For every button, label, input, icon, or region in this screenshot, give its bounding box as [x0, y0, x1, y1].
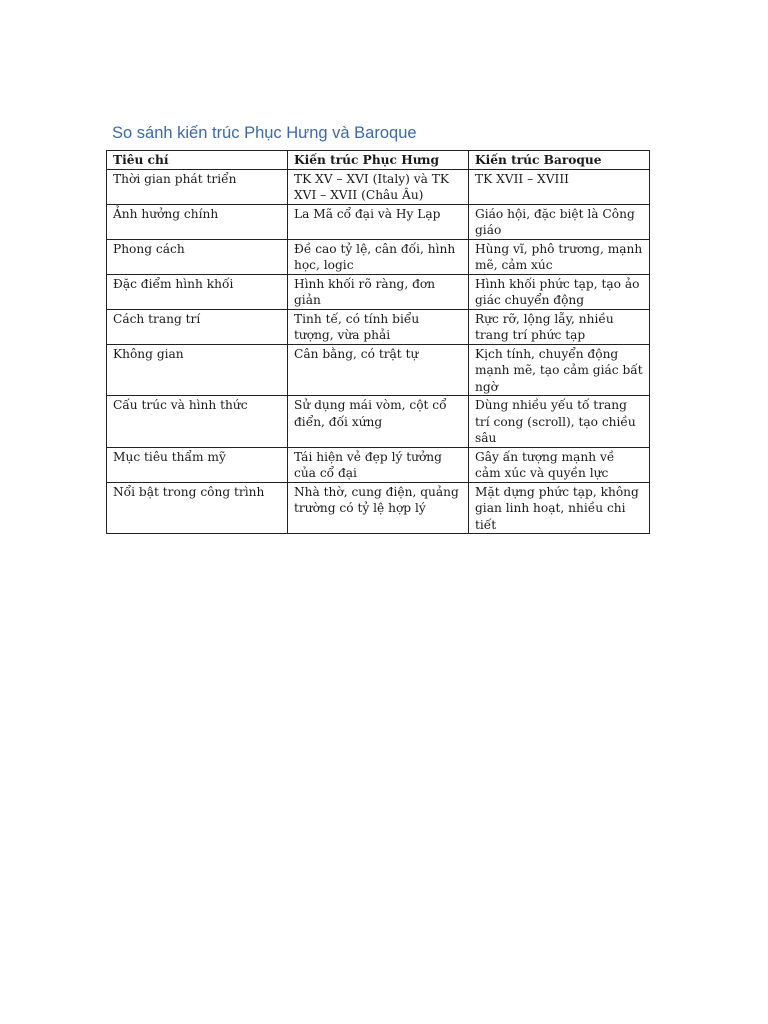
- cell-baroque: Giáo hội, đặc biệt là Công giáo: [469, 204, 650, 239]
- cell-criteria: Không gian: [107, 344, 288, 396]
- cell-renaissance: La Mã cổ đại và Hy Lạp: [288, 204, 469, 239]
- table-header-row: [107, 151, 650, 170]
- table-row: [107, 274, 650, 309]
- header-criteria: Tiêu chí: [107, 151, 288, 170]
- cell-baroque: Kịch tính, chuyển động mạnh mẽ, tạo cảm giác bất ngờ: [469, 344, 650, 396]
- cell-baroque: Hùng vĩ, phô trương, mạnh mẽ, cảm xúc: [469, 239, 650, 274]
- cell-renaissance: Nhà thờ, cung điện, quảng trường có tỷ lệ hợp lý: [288, 482, 469, 534]
- cell-baroque: Hình khối phức tạp, tạo ảo giác chuyển động: [469, 274, 650, 309]
- header-renaissance: Kiến trúc Phục Hưng: [288, 151, 469, 170]
- cell-renaissance: Đề cao tỷ lệ, cân đối, hình học, logic: [288, 239, 469, 274]
- cell-baroque: TK XVII – XVIII: [469, 169, 650, 204]
- cell-criteria: Đặc điểm hình khối: [107, 274, 288, 309]
- cell-criteria: Nổi bật trong công trình: [107, 482, 288, 534]
- cell-criteria: Cấu trúc và hình thức: [107, 396, 288, 448]
- table-row: [107, 239, 650, 274]
- comparison-table: [106, 150, 650, 534]
- cell-criteria: Mục tiêu thẩm mỹ: [107, 447, 288, 482]
- cell-renaissance: Sử dụng mái vòm, cột cổ điển, đối xứng: [288, 396, 469, 448]
- cell-renaissance: Hình khối rõ ràng, đơn giản: [288, 274, 469, 309]
- cell-renaissance: TK XV – XVI (Italy) và TK XVI – XVII (Châu Âu): [288, 169, 469, 204]
- document-title: So sánh kiến trúc Phục Hưng và Baroque: [112, 124, 417, 142]
- cell-renaissance: Cân bằng, có trật tự: [288, 344, 469, 396]
- cell-criteria: Cách trang trí: [107, 309, 288, 344]
- cell-criteria: Thời gian phát triển: [107, 169, 288, 204]
- cell-baroque: Gây ấn tượng mạnh về cảm xúc và quyền lực: [469, 447, 650, 482]
- table-row: [107, 169, 650, 204]
- cell-baroque: Rực rỡ, lộng lẫy, nhiều trang trí phức tạp: [469, 309, 650, 344]
- cell-renaissance: Tinh tế, có tính biểu tượng, vừa phải: [288, 309, 469, 344]
- table-row: [107, 396, 650, 448]
- cell-criteria: Ảnh hưởng chính: [107, 204, 288, 239]
- table-row: [107, 204, 650, 239]
- cell-baroque: Dùng nhiều yếu tố trang trí cong (scroll), tạo chiều sâu: [469, 396, 650, 448]
- cell-renaissance: Tái hiện vẻ đẹp lý tưởng của cổ đại: [288, 447, 469, 482]
- cell-baroque: Mặt dựng phức tạp, không gian linh hoạt, nhiều chi tiết: [469, 482, 650, 534]
- cell-criteria: Phong cách: [107, 239, 288, 274]
- table-row: [107, 344, 650, 396]
- table-row: [107, 447, 650, 482]
- table-row: [107, 309, 650, 344]
- table-row: [107, 482, 650, 534]
- header-baroque: Kiến trúc Baroque: [469, 151, 650, 170]
